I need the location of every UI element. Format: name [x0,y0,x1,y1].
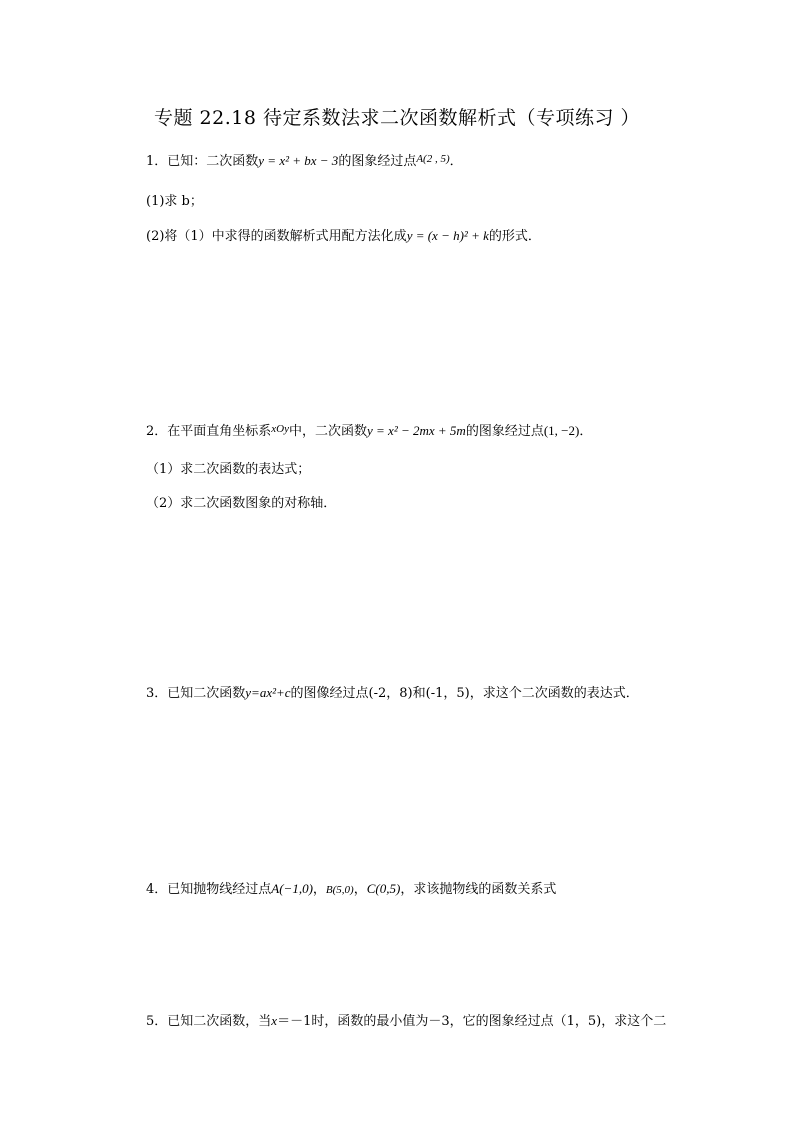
q4-text-rest: ，求该抛物线的函数关系式 [400,882,557,897]
q1-part2-text-end: 的形式． [488,229,541,244]
q3-text-rest: 的图像经过点(-2，8)和(-1，5)，求这个二次函数的表达式． [290,686,639,701]
q1-function-expression: y = x² + bx − 3 [258,153,339,168]
q2-text-end: ． [579,424,593,439]
q1-vertex-form: y = (x − h)² + k [406,228,489,243]
q2-text-pre: 2．在平面直角坐标系 [146,424,272,439]
q2-text-mid2: 的图象经过点 [465,424,544,439]
q2-function-expression: y = x² − 2mx + 5m [367,423,466,438]
q4-separator-2: ， [353,882,367,897]
q1-text-mid: 的图象经过点 [338,154,417,169]
question-3 [146,682,639,701]
q1-text-end: ． [449,154,463,169]
q5-variable-x: x [271,1013,278,1028]
question-5 [146,1010,666,1029]
question-1-part-2 [146,225,541,244]
q5-text-rest: ＝－1时，函数的最小值为－3，它的图象经过点（1，5)，求这个二 [277,1014,667,1029]
question-4 [146,878,556,897]
q2-point: (1, −2) [543,423,580,438]
q4-text-pre: 4．已知抛物线经过点 [146,882,272,897]
question-1-part-1: (1)求 b； [146,194,203,209]
q4-point-c: C(0,5) [366,881,401,896]
q1-part2-text-pre: (2)将（1）中求得的函数解析式用配方法化成 [146,229,407,244]
q2-coordinate-system: xOy [271,423,289,435]
q1-text-pre: 1．已知：二次函数 [146,154,259,169]
q4-point-b: B(5,0) [325,884,354,896]
q4-separator-1: ， [312,882,326,897]
q2-text-mid1: 中，二次函数 [289,424,368,439]
question-2 [146,420,592,439]
question-2-part-2: （2）求二次函数图象的对称轴． [146,496,337,511]
q1-point: A(2 , 5) [416,153,450,165]
question-2-part-1: （1）求二次函数的表达式； [146,462,311,477]
q4-point-a: A(−1,0) [271,881,313,896]
question-1 [146,150,463,169]
q5-text-pre: 5．已知二次函数，当 [146,1014,272,1029]
q3-text-pre: 3．已知二次函数 [146,686,246,701]
page-title: 专题 22.18 待定系数法求二次函数解析式（专项练习 ） [153,107,640,129]
q3-function-expression: y=ax²+c [245,685,291,700]
